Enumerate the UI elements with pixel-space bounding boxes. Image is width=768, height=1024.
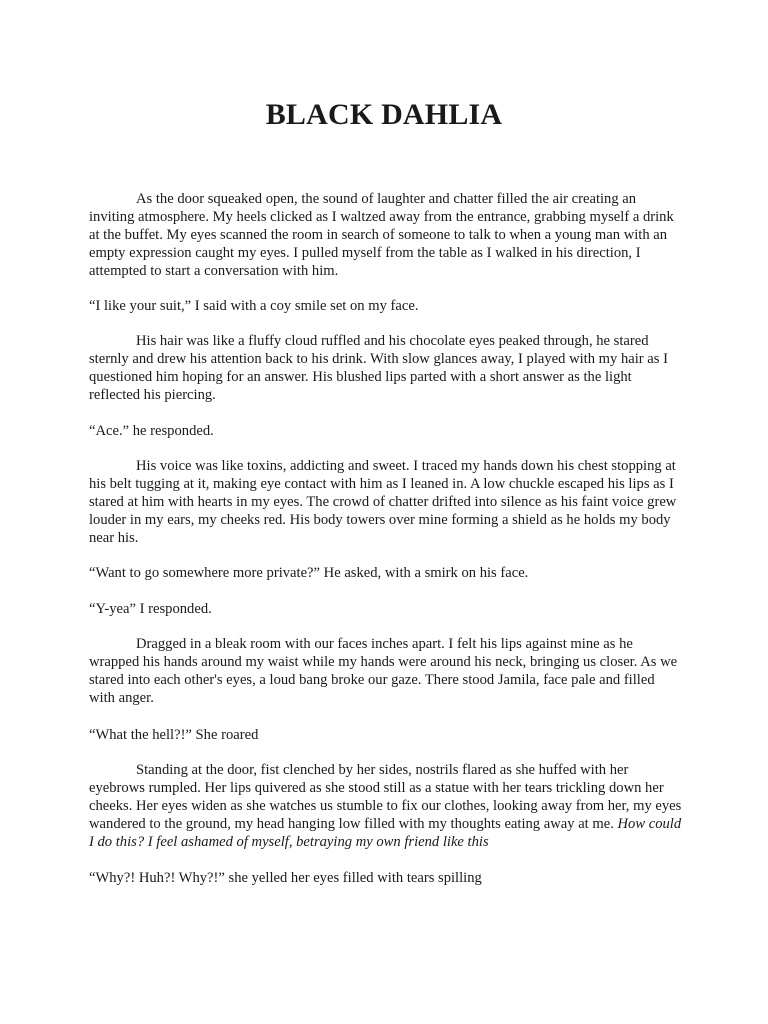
paragraph-10 xyxy=(89,761,683,851)
document-title: BLACK DAHLIA xyxy=(265,98,503,131)
paragraph-5: His voice was like toxins, addicting and sweet. I traced my hands down his chest stopping at his belt tugging at it, making eye contact with him as I leaned in. A low chuckle escaped his lips as I stared at him with hearts in my eyes. The crowd of chatter drifted into silence as his faint voice grew louder in my ears, my cheeks red. His body towers over mine forming a shield as he holds my body near his. xyxy=(89,458,677,546)
paragraph-8: Dragged in a bleak room with our faces inches apart. I felt his lips against mine as he wrapped his hands around my waist while my hands were around his neck, bringing us closer. As we stared into each other's eyes, a loud bang broke our gaze. There stood Jamila, face pale and filled with anger. xyxy=(89,636,678,706)
paragraph-3: His hair was like a fluffy cloud ruffled and his chocolate eyes peaked through, he stared sternly and drew his attention back to his drink. With slow glances away, I played with my hair as I questioned him hoping for an answer. His blushed lips parted with a short answer as the light reflected his piercing. xyxy=(89,333,668,403)
paragraph-9: “What the hell?!” She roared xyxy=(89,727,259,743)
paragraph-11: “Why?! Huh?! Why?!” she yelled her eyes filled with tears spilling xyxy=(89,870,482,886)
paragraph-1: As the door squeaked open, the sound of laughter and chatter filled the air creating an inviting atmosphere. My heels clicked as I waltzed away from the entrance, grabbing myself a drink at the buffet. My eyes scanned the room in search of someone to talk to when a young man with an empty expression caught my eyes. I pulled myself from the table as I walked in his direction, I attempted to start a conversation with him. xyxy=(89,191,674,279)
paragraph-2: “I like your suit,” I said with a coy smile set on my face. xyxy=(89,298,419,314)
paragraph-6: “Want to go somewhere more private?” He asked, with a smirk on his face. xyxy=(89,565,529,581)
paragraph-10-italic-thought: How could I do this? I feel ashamed of myself, betraying my own friend like this xyxy=(89,816,682,850)
paragraph-10-text: Standing at the door, fist clenched by her sides, nostrils flared as she huffed with her eyebrows rumpled. Her lips quivered as she stood still as a statue with her tears trickling down her cheeks. Her eyes widen as she watches us stumble to fix our clothes, looking away from her, my eyes wandered to the ground, my head hanging low filled with my thoughts eating away at me. xyxy=(89,762,682,832)
paragraph-7: “Y-yea” I responded. xyxy=(89,601,212,617)
paragraph-4: “Ace.” he responded. xyxy=(89,423,214,439)
